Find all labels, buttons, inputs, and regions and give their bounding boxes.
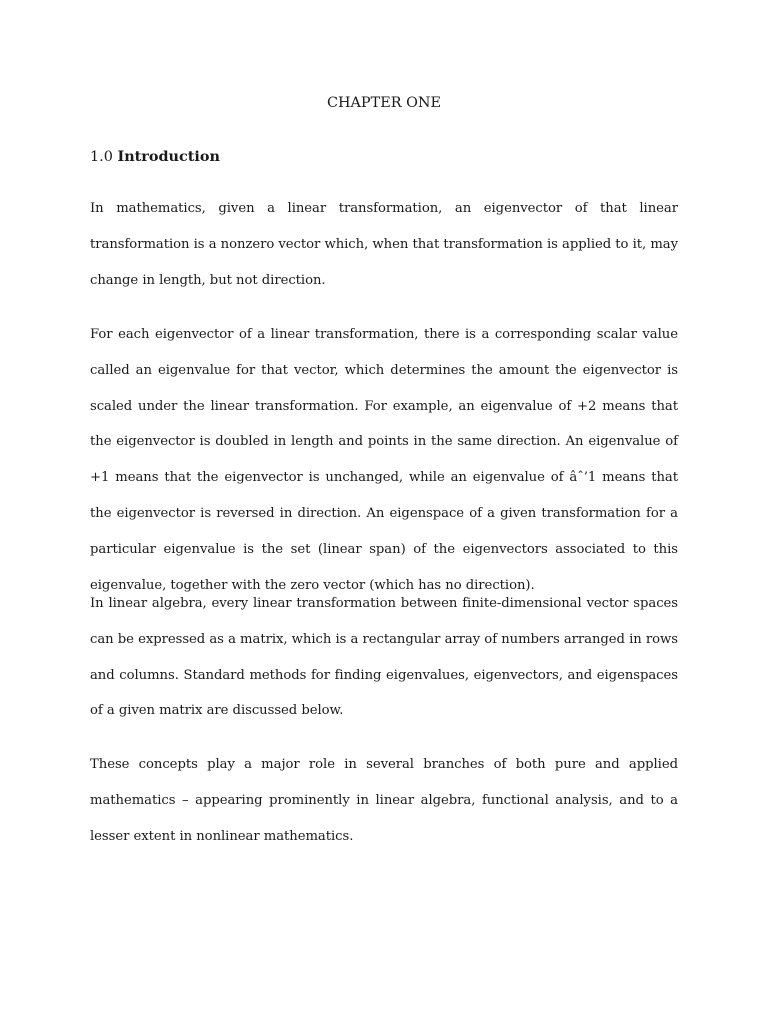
paragraph-eigenvalue-explanation: For each eigenvector of a linear transformation, there is a corresponding scalar value called an eigenvalue for that vector, which determines the amount the eigenvector is scaled under the linear transformation. For example, an eigenvalue of +2 means that the eigenvector is doubled in length and points in the same direction. An eigenvalue of +1 means that the eigenvector is unchanged, while an eigenvalue of âˆ’1 means that the eigenvector is reversed in direction. An eigenspace of a given transformation for a particular eigenvalue is the set (linear span) of the eigenvectors associated to this eigenvalue, together with the zero vector (which has no direction).: [90, 327, 678, 593]
chapter-title: CHAPTER ONE: [326, 95, 442, 111]
section-heading: [90, 147, 220, 167]
section-title: Introduction: [117, 148, 220, 165]
paragraph-applications: These concepts play a major role in several branches of both pure and applied mathematics – appearing prominently in linear algebra, functional analysis, and to a lesser extent in nonlinear mathematics.: [90, 757, 678, 844]
section-number: 1.0: [90, 149, 113, 165]
paragraph-matrix-representation: In linear algebra, every linear transformation between finite-dimensional vector spaces can be expressed as a matrix, which is a rectangular array of numbers arranged in rows and columns. Standard methods for finding eigenvalues, eigenvectors, and eigenspaces of a given matrix are discussed below.: [90, 596, 678, 719]
paragraph-eigenvector-definition: In mathematics, given a linear transformation, an eigenvector of that linear transformation is a nonzero vector which, when that transformation is applied to it, may change in length, but not direction.: [90, 201, 678, 288]
